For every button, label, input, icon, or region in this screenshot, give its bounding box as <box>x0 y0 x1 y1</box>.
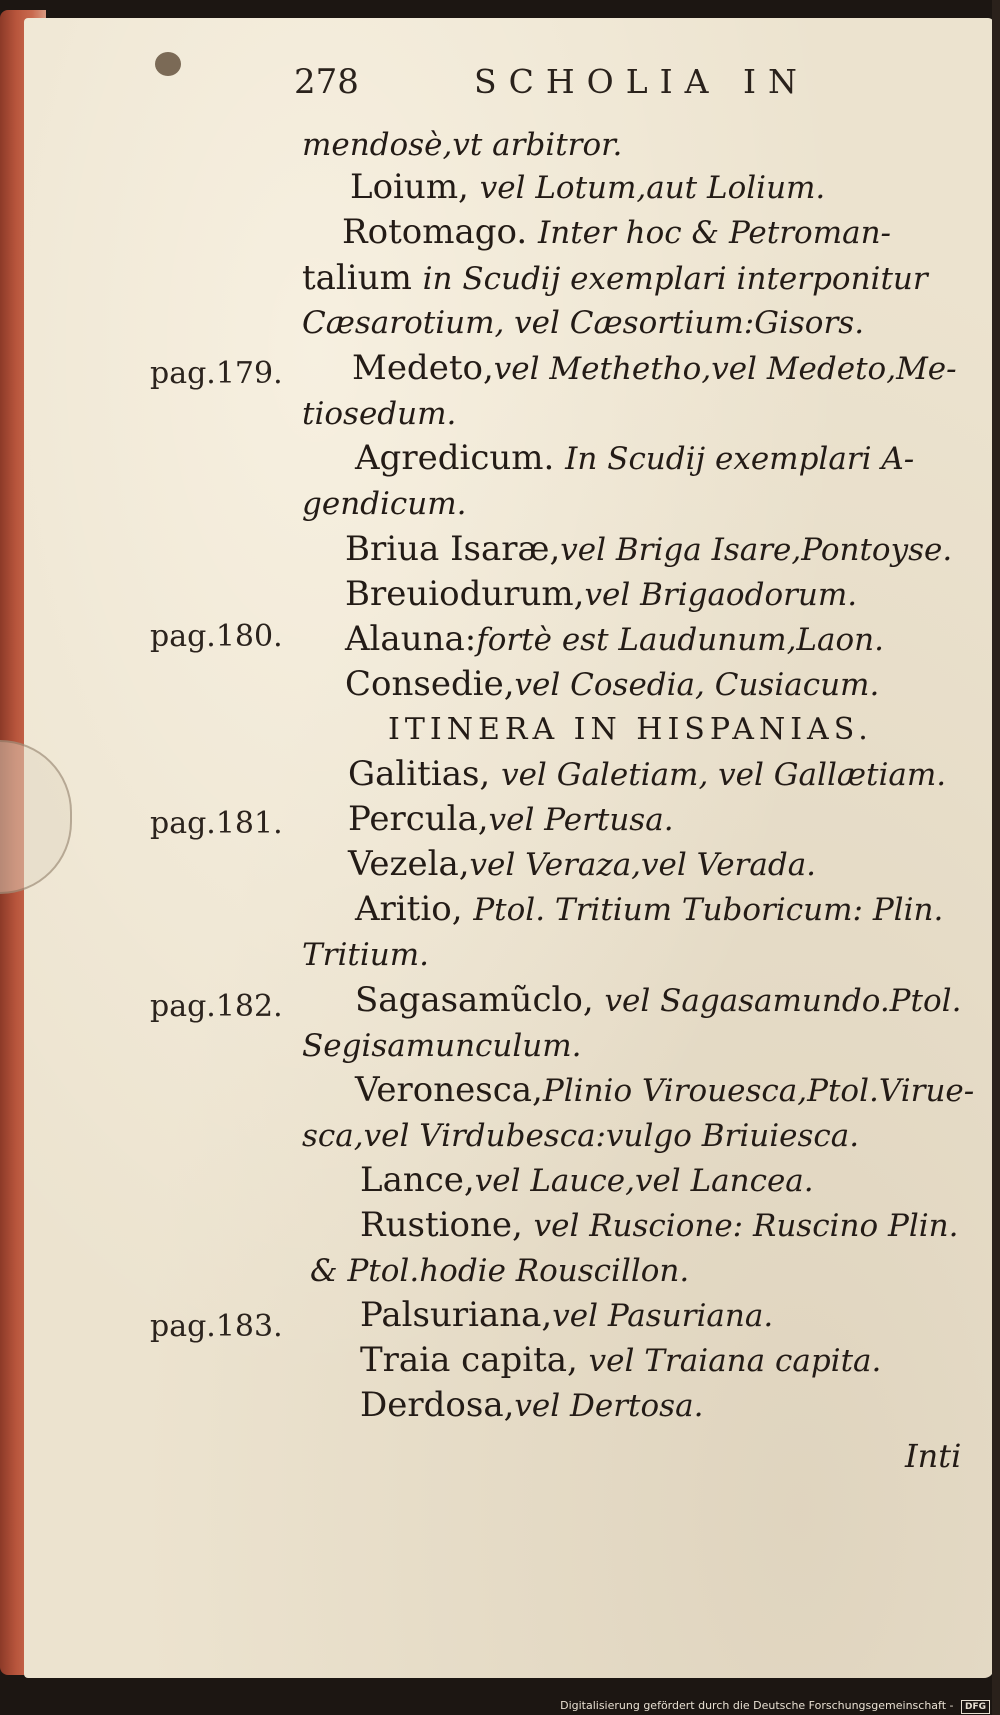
margin-note: pag.183. <box>150 1309 283 1344</box>
text-line: Derdosa,vel Dertosa. <box>360 1385 704 1425</box>
text-line: Consedie,vel Cosedia, Cusiacum. <box>345 664 880 704</box>
margin-note: pag.180. <box>150 619 283 654</box>
text-line: Segisamunculum. <box>302 1028 582 1064</box>
text-line: tiosedum. <box>302 396 457 432</box>
digitization-credit <box>560 1697 990 1715</box>
page-header <box>294 62 894 112</box>
text-line: Medeto,vel Methetho,vel Medeto,Me- <box>352 348 957 388</box>
margin-note: pag.182. <box>150 989 283 1024</box>
text-line: Sagasamũclo, vel Sagasamundo.Ptol. <box>355 980 962 1020</box>
page-number: 278 <box>294 62 359 102</box>
page-edge-right <box>992 0 1000 1715</box>
text-line: Briua Isaræ,vel Briga Isare,Pontoyse. <box>345 529 953 569</box>
section-heading: ITINERA IN HISPANIAS. <box>388 712 873 747</box>
text-line: Tritium. <box>302 937 429 973</box>
text-line: Rotomago. Inter hoc & Petroman- <box>342 212 892 252</box>
text-line: Lance,vel Lauce,vel Lancea. <box>360 1160 814 1200</box>
text-line: Cæsarotium, vel Cæsortium:Gisors. <box>302 305 865 341</box>
text-line: mendosè,vt arbitror. <box>302 127 623 163</box>
text-line: Loium, vel Lotum,aut Lolium. <box>350 167 826 207</box>
text-line: Rustione, vel Ruscione: Ruscino Plin. <box>360 1205 959 1245</box>
running-head: SCHOLIA IN <box>474 62 809 101</box>
text-line: Breuiodurum,vel Brigaodorum. <box>345 574 858 614</box>
text-line: Palsuriana,vel Pasuriana. <box>360 1295 774 1335</box>
text-line: Traia capita, vel Traiana capita. <box>360 1340 882 1380</box>
text-line: Agredicum. In Scudij exemplari A- <box>355 438 915 478</box>
text-line: Galitias, vel Galetiam, vel Gallætiam. <box>348 754 947 794</box>
margin-note: pag.179. <box>150 356 283 391</box>
text-line: Vezela,vel Veraza,vel Verada. <box>348 844 817 884</box>
catchword: Inti <box>905 1437 962 1475</box>
text-line: Alauna:fortè est Laudunum,Laon. <box>345 619 884 659</box>
text-line: talium in Scudij exemplari interponitur <box>302 258 928 298</box>
ink-stain <box>155 52 181 76</box>
credit-text: Digitalisierung gefördert durch die Deutsche Forschungsgemeinschaft - <box>560 1699 954 1712</box>
margin-note: pag.181. <box>150 806 283 841</box>
text-line: sca,vel Virdubesca:vulgo Briuiesca. <box>302 1118 860 1154</box>
text-line: Aritio, Ptol. Tritium Tuboricum: Plin. <box>355 889 944 929</box>
dfg-logo: DFG <box>961 1700 990 1714</box>
text-line: Percula,vel Pertusa. <box>348 799 674 839</box>
text-line: gendicum. <box>302 486 467 522</box>
text-line: Veronesca,Plinio Virouesca,Ptol.Virue- <box>355 1070 975 1110</box>
text-line: & Ptol.hodie Rouscillon. <box>310 1253 690 1289</box>
